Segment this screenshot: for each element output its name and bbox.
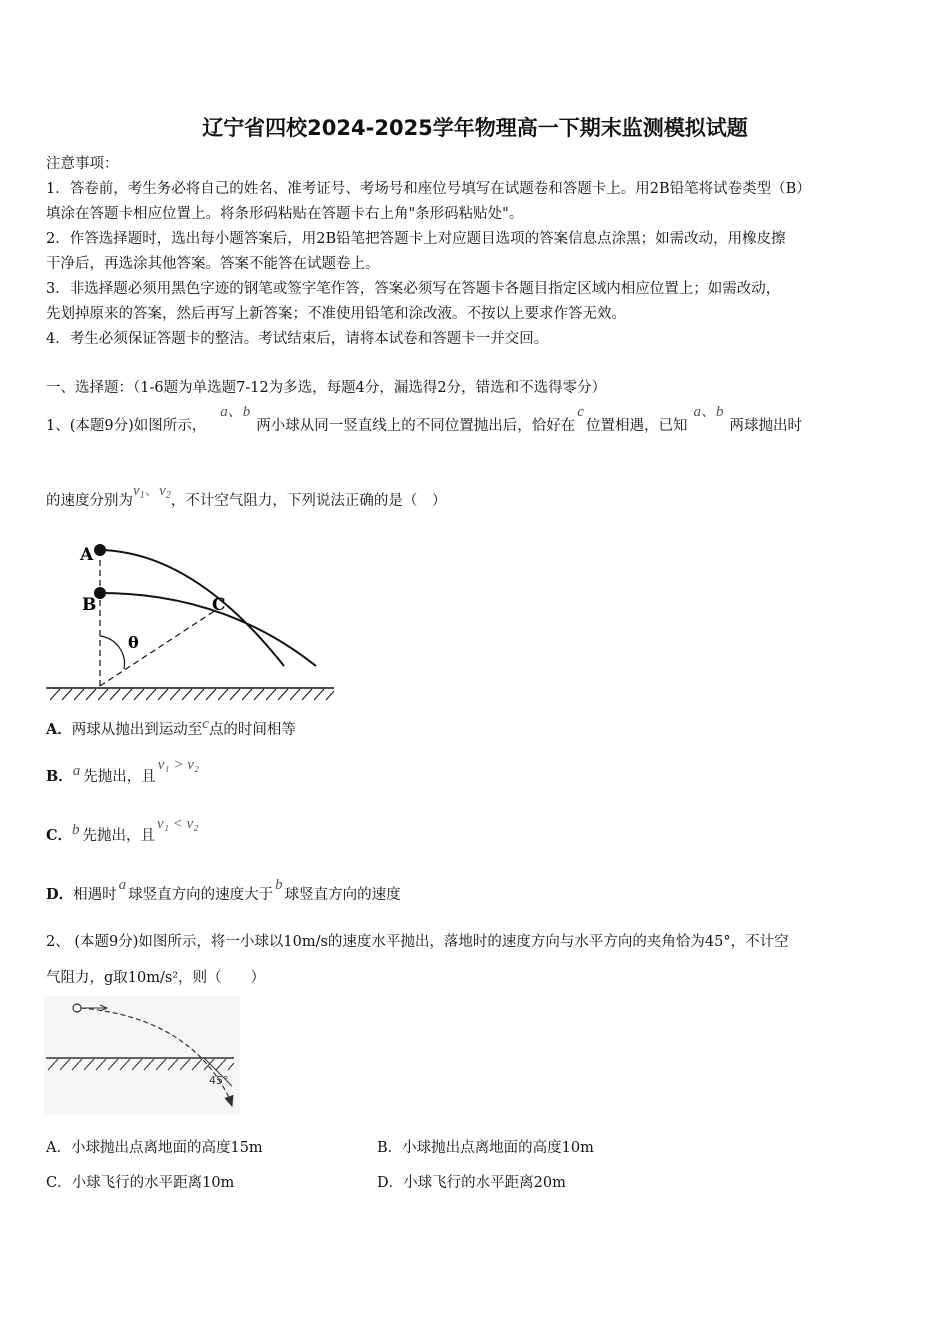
q1-option-b: B．a 先抛出，且v₁ > v₂ [46, 757, 200, 785]
ball [73, 1004, 81, 1012]
q1-option-c: C．b 先抛出，且v₁ < v₂ [46, 816, 199, 844]
notice-line: 3．非选择题必须用黑色字迹的钢笔或签字笔作答，答案必须写在答题卡各题目指定区域内相应位置上；如需改动， [46, 281, 781, 297]
section-heading: 一、选择题：（1-6题为单选题7-12为多选，每题4分，漏选得2分，错选和不选得零分） [46, 380, 607, 396]
notice-heading: 注意事项： [46, 156, 119, 172]
q2-option-a: A．小球抛出点离地面的高度15m [46, 1140, 263, 1156]
notice-line: 4．考生必须保证答题卡的整洁。考试结束后，请将本试卷和答题卡一并交回。 [46, 331, 549, 347]
q1-stem-line2: 的速度分别为$v_1$、$v_2$，不计空气阻力，下列说法正确的是（ ） [46, 483, 447, 509]
q1-option-a: A．两球从抛出到运动至c点的时间相等 [46, 716, 296, 738]
label-theta: θ [128, 633, 139, 652]
q1-figure [44, 538, 340, 704]
trajectory-b [100, 593, 316, 666]
notice-line: 2．作答选择题时，选出每小题答案后，用2B铅笔把答题卡上对应题目选项的答案信息点涂黑；如需改动，用橡皮擦 [46, 231, 786, 247]
label-c: C [212, 595, 226, 615]
q2-stem-line2: 气阻力，g取10m/s²，则（ ） [46, 970, 266, 986]
q1-option-d: D．相遇时a球竖直方向的速度大于b球竖直方向的速度 [46, 877, 401, 903]
notice-line: 先划掉原来的答案，然后再写上新答案；不准使用铅笔和涂改液。不按以上要求作答无效。 [46, 306, 626, 322]
angle-label: 45° [209, 1074, 229, 1087]
q1-stem-line1: 1、(本题9分)如图所示，a、b两小球从同一竖直线上的不同位置抛出后，恰好在c位置相遇，已知a、b两球抛出时 [46, 404, 802, 434]
q2-stem-line1: 2、 (本题9分)如图所示，将一小球以10m/s的速度水平抛出，落地时的速度方向与水平方向的夹角恰为45°，不计空 [46, 934, 789, 950]
q2-option-d: D．小球飞行的水平距离20m [377, 1175, 566, 1191]
notice-line: 1．答卷前，考生务必将自己的姓名、准考证号、考场号和座位号填写在试题卷和答题卡上。用2B铅笔将试卷类型（B） [46, 181, 811, 197]
label-b: B [82, 595, 97, 615]
q2-option-b: B．小球抛出点离地面的高度10m [377, 1140, 594, 1156]
q2-option-c: C．小球飞行的水平距离10m [46, 1175, 235, 1191]
notice-line: 填涂在答题卡相应位置上。将条形码粘贴在答题卡右上角"条形码粘贴处"。 [46, 206, 524, 222]
label-a: A [80, 545, 94, 565]
notice-line: 干净后，再选涂其他答案。答案不能答在试题卷上。 [46, 256, 380, 272]
page-title: 辽宁省四校2024-2025学年物理高一下期末监测模拟试题 [202, 116, 748, 140]
q2-figure [44, 996, 240, 1114]
